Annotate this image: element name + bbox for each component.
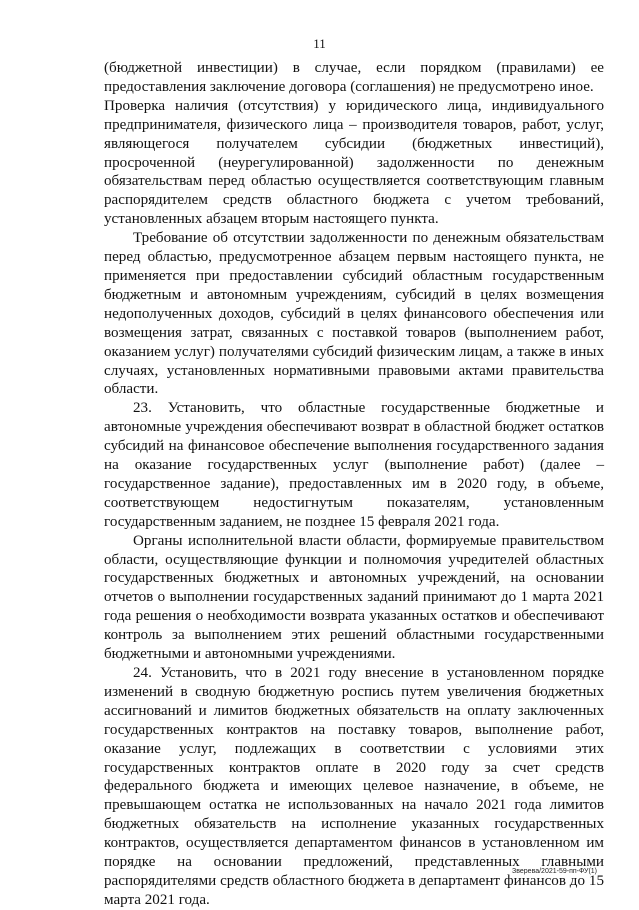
paragraph-executive-bodies: Органы исполнительной власти области, формируемые правительством области, осуществляющие функции и полномочия учредителей областных государственных бюджетных и автономных учреждений, на основании отчетов о выполнении государственных заданий принимают до 1 марта 2021 года решения о необходимости возврата указанных остатков и обеспечивают контроль за выполнением этих решений областными государственными бюджетными и автономными учреждениями.	[104, 532, 604, 663]
document-footer-code: Зверева/2021-59-пп-ФУ(1)	[512, 868, 597, 875]
paragraph-debt-requirement: Требование об отсутствии задолженности по денежным обязательствам перед областью, предусмотренное абзацем первым настоящего пункта, не применяется при предоставлении субсидий областным государственным бюджетным и автономным учреждениям, субсидий в целях возмещения недополученных доходов, субсидий в целях финансового обеспечения или возмещения затрат, связанных с поставкой товаров (выполнением работ, оказанием услуг) получателями субсидий физическим лицам, а также в иных случаях, установленных нормативными правовыми актами правительства области.	[104, 230, 604, 398]
page-number: 11	[313, 36, 326, 51]
paragraph-item-24: 24. Установить, что в 2021 году внесение в установленном порядке изменений в сводную бюджетную роспись путем увеличения бюджетных ассигнований и лимитов бюджетных обязательств на оплату заключенных государственных контрактов на поставку товаров, выполнение работ, оказание услуг, подлежащих в соответствии с условиями этих государственных контрактов оплате в 2020 году за счет средств федерального бюджета и имеющих целевое назначение, в объеме, не превышающем остатка не использованных на начало 2021 года лимитов бюджетных обязательств на исполнение указанных государственных контрактов, осуществляется департаментом финансов в установленном им порядке на основании предложений, представленных главными распорядителями средств областного бюджета в департамент финансов до 15 марта 2021 года.	[104, 665, 604, 908]
paragraph-continuation: (бюджетной инвестиции) в случае, если порядком (правилами) ее предоставления заключение договора (соглашения) не предусмотрено иное.	[104, 60, 604, 95]
document-body	[104, 59, 604, 910]
paragraph-item-23: 23. Установить, что областные государственные бюджетные и автономные учреждения обеспечивают возврат в областной бюджет остатков субсидий на финансовое обеспечение выполнения государственного задания на оказание государственных услуг (выполнение работ) (далее – государственное задание), предоставленных им в 2020 году, в объеме, соответствующем недостигнутым показателям, установленным государственным заданием, не позднее 15 февраля 2021 года.	[104, 400, 604, 530]
paragraph-debt-check: Проверка наличия (отсутствия) у юридического лица, индивидуального предпринимателя, физического лица – производителя товаров, работ, услуг, являющегося получателем субсидии (бюджетных инвестиций), просроченной (неурегулированной) задолженности по денежным обязательствам перед областью осуществляется соответствующим главным распорядителем средств областного бюджета с учетом требований, установленных абзацем вторым настоящего пункта.	[104, 97, 604, 228]
